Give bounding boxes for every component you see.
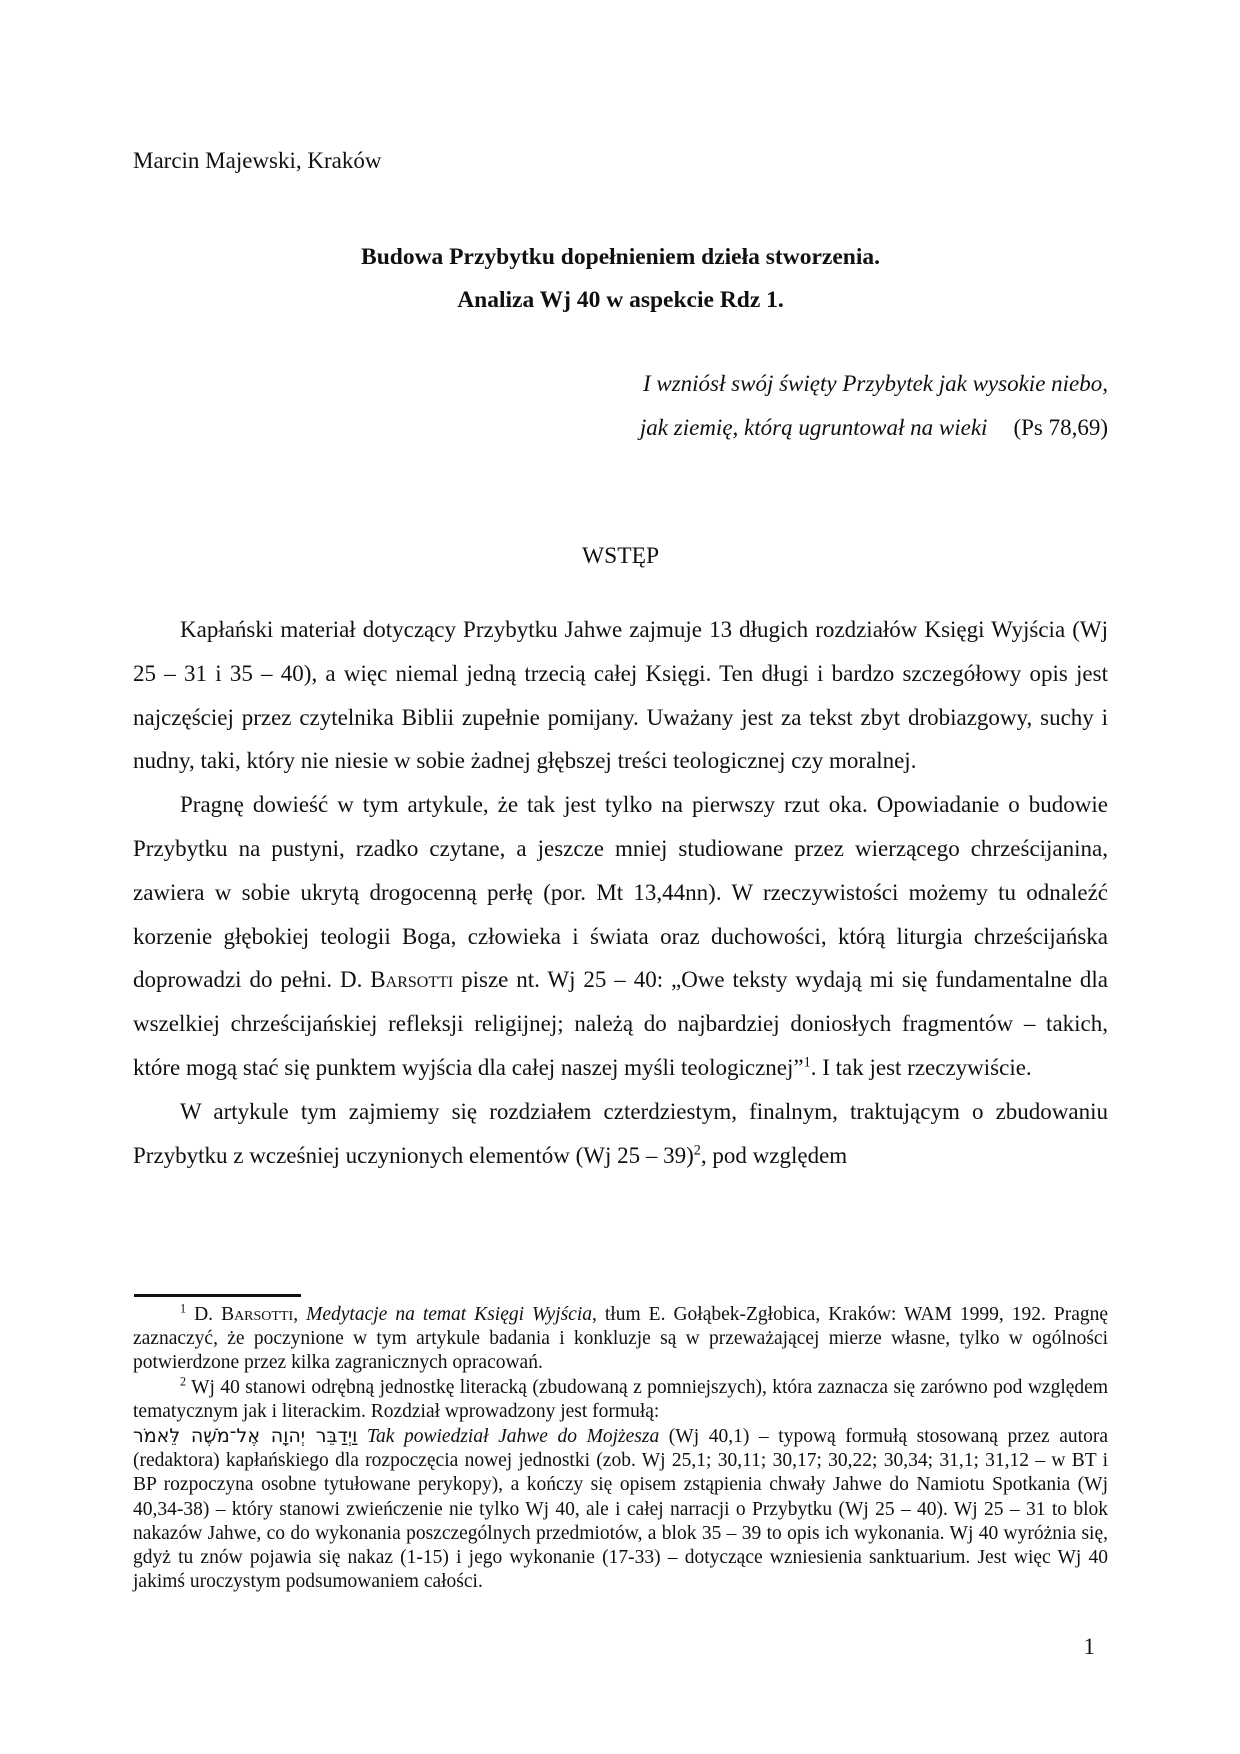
document-title-line2: Analiza Wj 40 w aspekcie Rdz 1.	[457, 287, 784, 313]
paragraph-3-text-before-ref: W artykule tym zajmiemy się rozdziałem czterdziestym, finalnym, traktującym o zbudowaniu Przybytku z wcześniej uczynionych elementów (Wj 25 – 39)	[133, 1098, 1108, 1168]
paragraph-2-author-name: Barsotti	[370, 967, 454, 993]
page-number: 1	[1083, 1634, 1095, 1659]
body-text	[133, 608, 1108, 1177]
paragraph-2-text-after-ref: . I tak jest rzeczywiście.	[810, 1054, 1032, 1080]
footnote-2	[133, 1376, 1108, 1424]
paragraph-3	[133, 1090, 1108, 1178]
footnote-1-book-title: Medytacje na temat Księgi Wyjścia	[306, 1304, 592, 1325]
paragraph-2	[133, 783, 1108, 1090]
paragraph-2-text-after-name: pisze nt. Wj 25 – 40: „Owe teksty wydają mi się fundamentalne dla wszelkiej chrześcijańskiej refleksji religijnej; należą do najbardziej doniosłych fragmentów – takich, które mogą stać się punktem wyjścia dla całej naszej myśli teologicznej”	[133, 967, 1108, 1080]
epigraph-quote	[133, 362, 1108, 450]
footnote-2-part1: Wj 40 stanowi odrębną jednostkę literacką (zbudowaną z pomniejszych), która zaznacza się zarówno pod względem tematycznym jak i literackim. Rozdział wprowadzony jest formułą:	[133, 1376, 1108, 1422]
footnote-1-author-prefix: D.	[194, 1304, 222, 1325]
footnote-2-part2: (Wj 40,1) – typową formułą stosowaną przez autora (redaktora) kapłańskiego dla rozpoczęcia nowej jednostki (zob. Wj 25,1; 30,11; 30,17; 30,22; 30,34; 31,1; 31,12 – w BT i BP rozpoczyna osobne tytułowane perykopy), a kończy się opisem zstąpienia chwały Jahwe do Namiotu Spotkania (Wj 40,34-38) – który stanowi zwieńczenie nie tylko Wj 40, ale i całej narracji o Przybytku (Wj 25 – 40). Wj 25 – 31 to blok nakazów Jahwe, co do wykonania poszczególnych przedmiotów, a blok 35 – 39 to opis ich wykonania. Wj 40 wyróżnia się, gdyż tu znów pojawia się nakaz (1-15) i jego wykonanie (17-33) – dotyczące wzniesienia sanktuarium. Jest więc Wj 40 jakimś uroczystym podsumowaniem całości.	[133, 1426, 1108, 1593]
footnote-2-marker: 2	[180, 1374, 187, 1389]
document-title	[133, 236, 1108, 322]
section-heading-wstep: WSTĘP	[581, 543, 660, 569]
author-line: Marcin Majewski, Kraków	[133, 148, 382, 173]
footnote-1-author-name: Barsotti	[221, 1304, 294, 1325]
document-title-line1: Budowa Przybytku dopełnieniem dzieła stworzenia.	[361, 244, 880, 270]
epigraph-line2-text: jak ziemię, którą ugruntował na wieki	[639, 415, 988, 440]
epigraph-line2	[133, 406, 1108, 450]
epigraph-line1: I wzniósł swój święty Przybytek jak wysokie niebo,	[642, 371, 1108, 396]
paragraph-2-text-before-name: Pragnę dowieść w tym artykule, że tak jest tylko na pierwszy rzut oka. Opowiadanie o budowie Przybytku na pustyni, rzadko czytane, a jeszcze mniej studiowane przez wierzącego chrześcijanina, zawiera w sobie ukrytą drogocenną perłę (por. Mt 13,44nn). W rzeczywistości możemy tu odnaleźć korzenie głębokiej teologii Boga, człowieka i świata oraz duchowości, którą liturgia chrześcijańska doprowadzi do pełni. D.	[133, 792, 1108, 993]
paragraph-1: Kapłański materiał dotyczący Przybytku Jahwe zajmuje 13 długich rozdziałów Księgi Wyjścia (Wj 25 – 31 i 35 – 40), a więc niemal jedną trzecią całej Księgi. Ten długi i bardzo szczegółowy opis jest najczęściej przez czytelnika Biblii zupełnie pomijany. Uważany jest za tekst zbyt drobiazgowy, suchy i nudny, taki, który nie niesie w sobie żadnej głębszej treści teologicznej czy moralnej.	[133, 617, 1108, 774]
paragraph-3-text-after-ref: , pod względem	[700, 1142, 848, 1168]
footnote-1	[133, 1303, 1108, 1376]
footnote-reference-1: 1	[803, 1054, 811, 1071]
footnote-1-after-author: ,	[293, 1304, 307, 1325]
epigraph-scripture-reference: (Ps 78,69)	[1013, 415, 1108, 440]
footnote-1-rest: , tłum E. Gołąbek-Zgłobica, Kraków: WAM 1999, 192. Pragnę zaznaczyć, że poczynione w tym artykule badania i konkluzje są w przeważającej mierze własne, tylko w ogólności potwierdzone przez kilka zagranicznych opracowań.	[133, 1304, 1109, 1374]
footnotes-section	[133, 1303, 1108, 1594]
footnote-1-marker: 1	[180, 1301, 187, 1316]
footnote-reference-2: 2	[693, 1141, 701, 1158]
footnote-separator-rule	[134, 1294, 301, 1297]
footnote-2-continuation	[133, 1424, 1108, 1594]
footnote-2-hebrew-formula: וַיְדַבֵּר יְהוָה אֶל־מֹשֶׁה לֵּאמֹר	[133, 1425, 358, 1448]
footnote-2-translation-italic: Tak powiedział Jahwe do Mojżesza	[366, 1426, 660, 1448]
